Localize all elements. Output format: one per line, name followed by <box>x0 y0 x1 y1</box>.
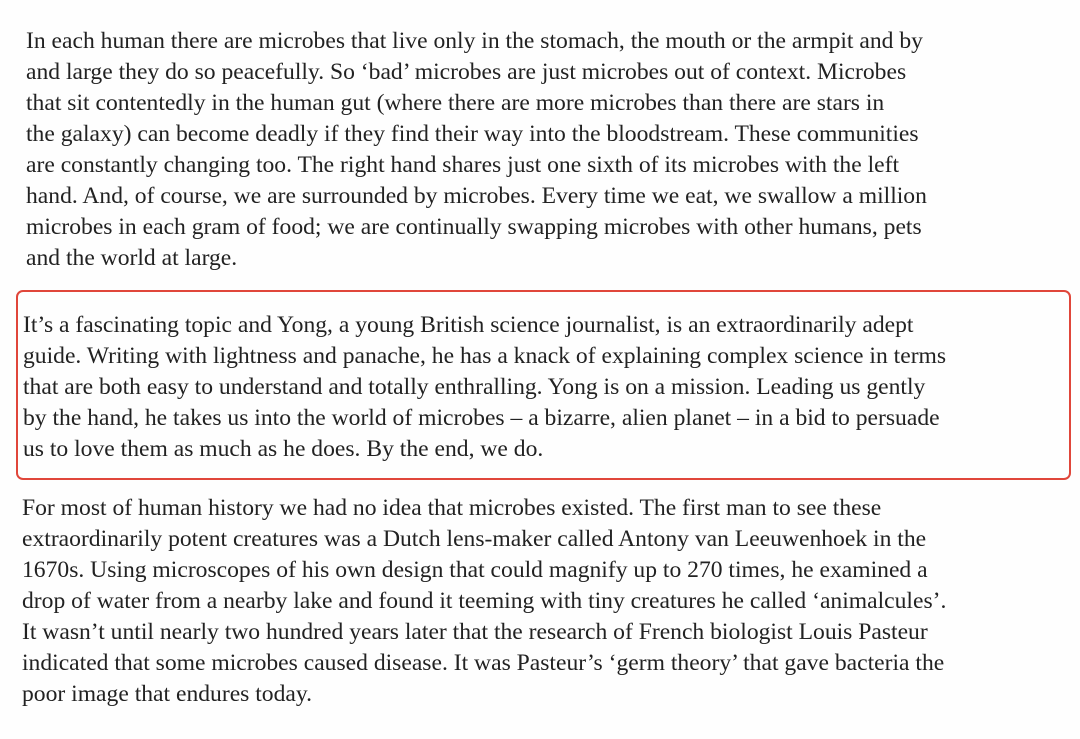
text-line: extraordinarily potent creatures was a Dutch lens-maker called Antony van Leeuwenhoek in the <box>22 526 927 552</box>
text-line: It wasn’t until nearly two hundred years later that the research of French biologist Louis Pasteur <box>22 619 928 645</box>
text-line: poor image that endures today. <box>22 681 313 707</box>
text-line: by the hand, he takes us into the world of microbes – a bizarre, alien planet – in a bid to persuade <box>23 405 940 431</box>
text-line: indicated that some microbes caused disease. It was Pasteur’s ‘germ theory’ that gave bacteria the <box>22 650 945 676</box>
text-line: guide. Writing with lightness and panache, he has a knack of explaining complex science in terms <box>23 343 947 369</box>
paragraph-microbes-in-humans <box>26 26 927 274</box>
paragraph-history-of-microbes <box>22 493 946 710</box>
text-line: us to love them as much as he does. By the end, we do. <box>23 436 544 462</box>
text-line: that are both easy to understand and totally enthralling. Yong is on a mission. Leading us gently <box>23 374 926 400</box>
text-line: drop of water from a nearby lake and found it teeming with tiny creatures he called ‘animalcules’. <box>22 588 947 614</box>
text-line: For most of human history we had no idea that microbes existed. The first man to see these <box>22 495 882 521</box>
text-line: that sit contentedly in the human gut (where there are more microbes than there are stars in <box>26 90 885 116</box>
text-line: and the world at large. <box>26 245 238 271</box>
text-line: hand. And, of course, we are surrounded by microbes. Every time we eat, we swallow a million <box>26 183 927 209</box>
text-line: In each human there are microbes that live only in the stomach, the mouth or the armpit and by <box>26 28 923 54</box>
text-line: and large they do so peacefully. So ‘bad’ microbes are just microbes out of context. Microbes <box>26 59 907 85</box>
paragraph-highlighted-review <box>23 310 946 465</box>
text-line: the galaxy) can become deadly if they find their way into the bloodstream. These communities <box>26 121 919 147</box>
text-line: are constantly changing too. The right hand shares just one sixth of its microbes with the left <box>26 152 900 178</box>
text-line: 1670s. Using microscopes of his own design that could magnify up to 270 times, he examined a <box>22 557 928 583</box>
text-line: It’s a fascinating topic and Yong, a young British science journalist, is an extraordinarily adept <box>23 312 914 338</box>
text-line: microbes in each gram of food; we are continually swapping microbes with other humans, pets <box>26 214 922 240</box>
